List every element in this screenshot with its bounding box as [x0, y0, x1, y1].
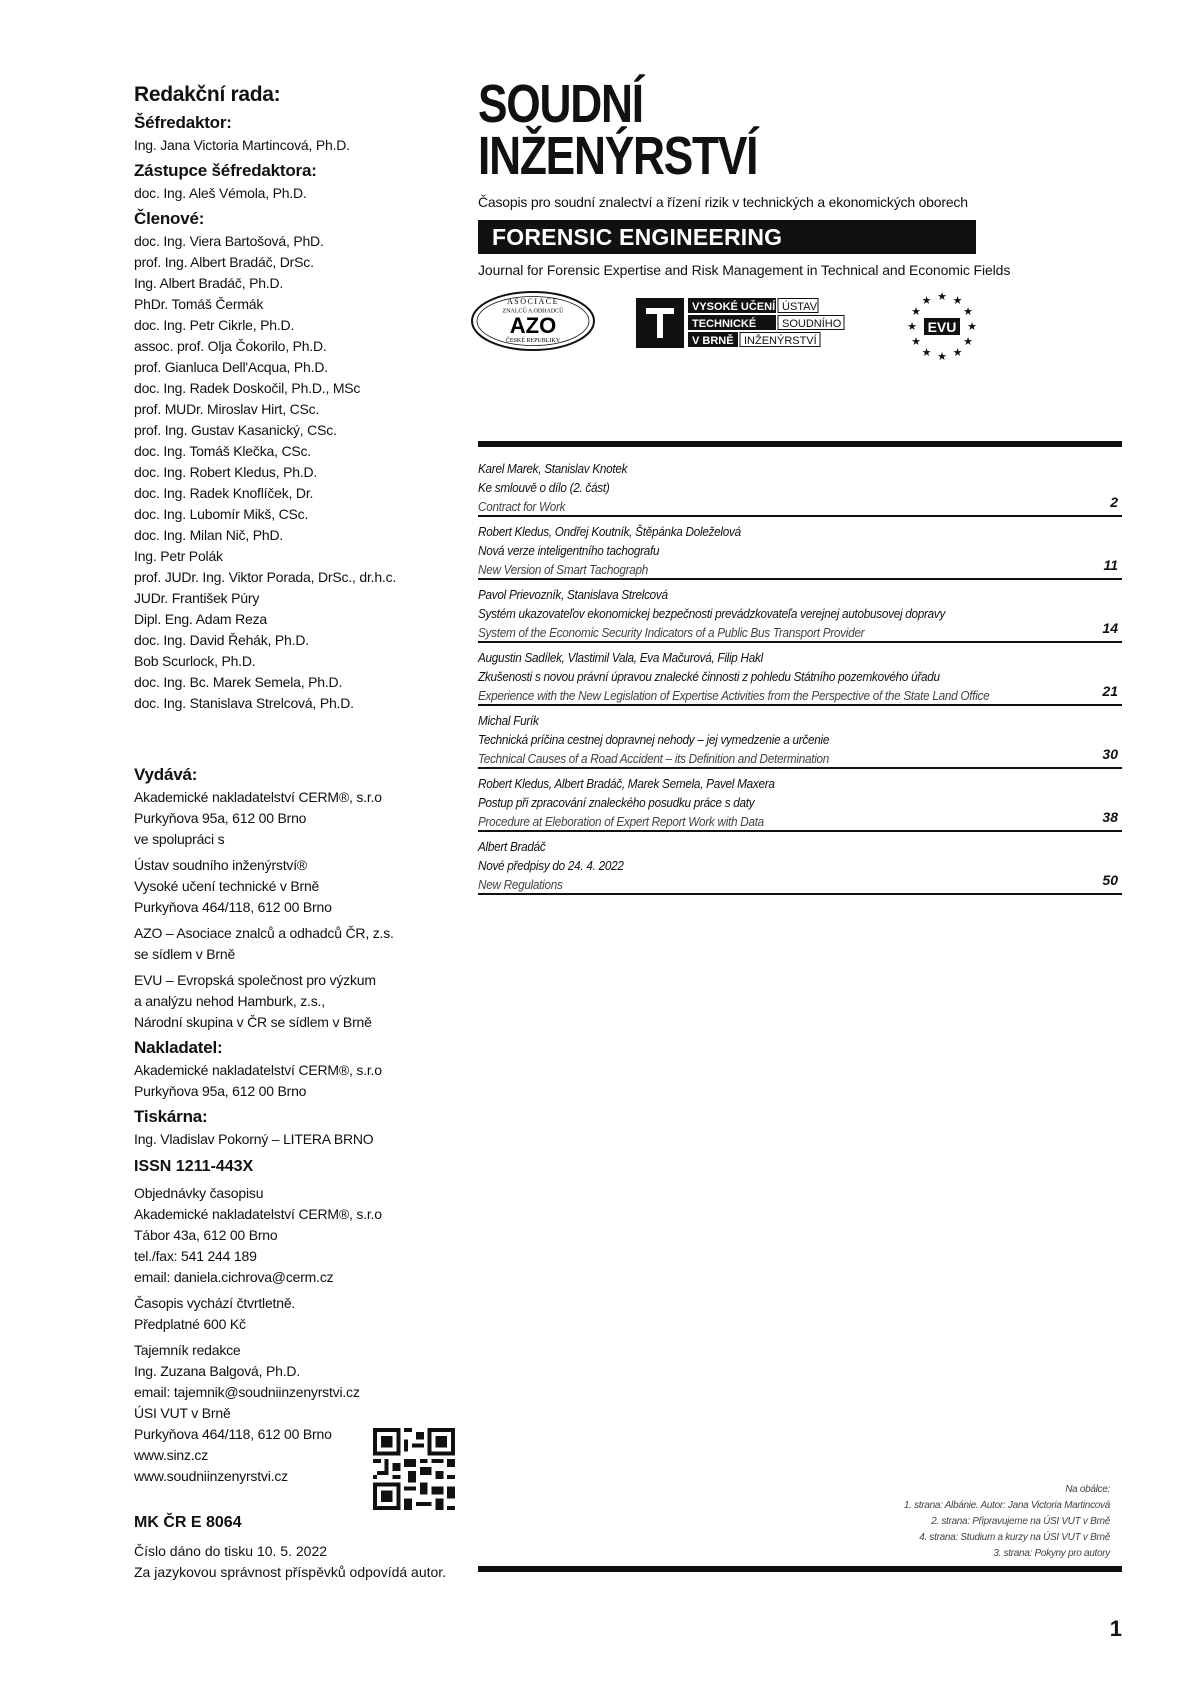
vut-r3b: INŽENÝRSTVÍ [744, 335, 817, 347]
toc-entry[interactable] [478, 773, 1122, 832]
cover-notes [904, 1482, 1110, 1562]
board-heading: Redakční rada: [134, 83, 281, 106]
member: doc. Ing. Stanislava Strelcová, Ph.D. [134, 695, 354, 711]
tiskarna-line: Ing. Vladislav Pokorný – LITERA BRNO [134, 1131, 374, 1147]
bottom-rule [478, 1566, 1122, 1572]
title-line-2: INŽENÝRSTVÍ [478, 126, 758, 186]
member: Ing. Albert Bradáč, Ph.D. [134, 275, 284, 291]
toc-entry[interactable] [478, 710, 1122, 769]
toc-title-en: System of the Economic Security Indicators of a Public Bus Transport Provider [478, 626, 865, 640]
azo-logo-big: AZO [509, 313, 557, 338]
vut-r2b: SOUDNÍHO [782, 318, 842, 330]
member: doc. Ing. Viera Bartošová, PhD. [134, 233, 324, 249]
usi-line: Vysoké učení technické v Brně [134, 878, 320, 894]
toc-title: Nová verze inteligentního tachografu [478, 544, 660, 558]
svg-text:★: ★ [952, 294, 963, 307]
page-number: 1 [1109, 1616, 1122, 1641]
banner-text: FORENSIC ENGINEERING [492, 224, 783, 250]
member: Dipl. Eng. Adam Reza [134, 611, 267, 627]
member: doc. Ing. Bc. Marek Semela, Ph.D. [134, 674, 343, 690]
chief-editor: Ing. Jana Victoria Martincová, Ph.D. [134, 137, 350, 153]
cover-label: Na obálce: [1065, 1484, 1110, 1495]
orders-line: Objednávky časopisu [134, 1185, 264, 1201]
toc-authors: Augustin Sadílek, Vlastimil Vala, Eva Mačurová, Filip Hakl [478, 651, 763, 665]
evu-logo [906, 290, 978, 362]
toc-entry[interactable] [478, 458, 1122, 517]
publisher-label: Vydává: [134, 765, 198, 784]
toc-page: 11 [1103, 557, 1118, 573]
toc-page: 38 [1102, 809, 1118, 825]
publisher-line: ve spolupráci s [134, 831, 225, 847]
toc-title: Systém ukazovateľov ekonomickej bezpečnosti prevádzkovateľa verejnej autobusovej dopravy [478, 607, 946, 621]
azo-block [134, 923, 434, 965]
member: doc. Ing. Radek Doskočil, Ph.D., MSc [134, 380, 361, 396]
svg-text:★: ★ [952, 346, 963, 359]
orders-email[interactable]: email: daniela.cichrova@cerm.cz [134, 1269, 334, 1285]
deputy-editor: doc. Ing. Aleš Vémola, Ph.D. [134, 185, 307, 201]
svg-text:★: ★ [911, 335, 921, 348]
member: JUDr. František Púry [134, 590, 260, 606]
members-list [134, 231, 434, 714]
editorial-column [134, 82, 434, 1487]
vut-r1b: ÚSTAV [782, 301, 818, 313]
svg-text:★: ★ [907, 320, 917, 333]
evu-line: Národní skupina v ČR se sídlem v Brně [134, 1014, 372, 1030]
orders-line: Tábor 43a, 612 00 Brno [134, 1227, 278, 1243]
member: prof. MUDr. Miroslav Hirt, CSc. [134, 401, 320, 417]
journal-title [478, 74, 758, 186]
evu-text: EVU [927, 319, 957, 335]
member: prof. Gianluca Dell'Acqua, Ph.D. [134, 359, 328, 375]
svg-text:★: ★ [921, 294, 932, 307]
member: doc. Ing. Radek Knoflíček, Dr. [134, 485, 314, 501]
toc-entry[interactable] [478, 647, 1122, 706]
footer-info [134, 1512, 454, 1583]
azo-logo-bottom: ČESKÉ REPUBLIKY [505, 338, 561, 344]
orders-line: Akademické nakladatelství CERM®, s.r.o [134, 1206, 382, 1222]
toc-page: 14 [1102, 620, 1118, 636]
svg-text:★: ★ [921, 346, 932, 359]
secretary-line: ÚSI VUT v Brně [134, 1405, 231, 1421]
usi-block [134, 855, 434, 918]
member: Bob Scurlock, Ph.D. [134, 653, 256, 669]
toc-page: 21 [1102, 683, 1118, 699]
member: doc. Ing. David Řehák, Ph.D. [134, 632, 309, 648]
svg-text:★: ★ [937, 290, 947, 303]
subtitle-cz: Časopis pro soudní znalectví a řízení rizik v technických a ekonomických oborech [478, 194, 968, 210]
toc-title: Zkušenosti s novou právní úpravou znalecké činnosti z pohledu Státního pozemkového úřadu [478, 670, 940, 684]
vut-r3a: V BRNĚ [692, 335, 734, 347]
nakladatel-line: Purkyňova 95a, 612 00 Brno [134, 1083, 307, 1099]
toc-title: Nové předpisy do 24. 4. 2022 [478, 859, 624, 873]
issn: ISSN 1211-443X [134, 1158, 254, 1175]
table-of-contents [478, 458, 1122, 899]
azo-logo-top: ASOCIACE [506, 297, 560, 306]
print-date: Číslo dáno do tisku 10. 5. 2022 [134, 1543, 328, 1559]
secretary-line: Ing. Zuzana Balgová, Ph.D. [134, 1363, 301, 1379]
evu-line: EVU – Evropská společnost pro výzkum [134, 972, 376, 988]
toc-authors: Pavol Prievozník, Stanislava Strelcová [478, 588, 668, 602]
frequency-block [134, 1293, 434, 1335]
toc-title-en: Technical Causes of a Road Accident – its Definition and Determination [478, 752, 830, 766]
vut-r2a: TECHNICKÉ [692, 318, 757, 330]
vut-r1a: VYSOKÉ UČENÍ [692, 301, 776, 313]
cover-line: 4. strana: Studium a kurzy na ÚSI VUT v Brně [919, 1532, 1110, 1543]
azo-logo [470, 290, 596, 352]
toc-authors: Albert Bradáč [478, 840, 546, 854]
cover-line: 2. strana: Připravujeme na ÚSI VUT v Brně [931, 1516, 1110, 1527]
svg-text:★: ★ [963, 305, 973, 318]
toc-title-en: New Regulations [478, 878, 563, 892]
forensic-engineering-banner [478, 220, 976, 254]
secretary-line: Tajemník redakce [134, 1342, 241, 1358]
toc-title-en: Contract for Work [478, 500, 566, 514]
deputy-label: Zástupce šéfredaktora: [134, 161, 317, 180]
toc-title-en: Experience with the New Legislation of Expertise Activities from the Perspective of the State Land Office [478, 689, 990, 703]
member: Ing. Petr Polák [134, 548, 223, 564]
toc-entry[interactable] [478, 584, 1122, 643]
member: assoc. prof. Olja Čokorilo, Ph.D. [134, 338, 327, 354]
usi-line: Ústav soudního inženýrství® [134, 857, 307, 873]
orders-line: tel./fax: 541 244 189 [134, 1248, 257, 1264]
cover-line: 3. strana: Pokyny pro autory [993, 1548, 1110, 1559]
member: PhDr. Tomáš Čermák [134, 296, 264, 312]
secretary-line: Purkyňova 464/118, 612 00 Brno [134, 1426, 332, 1442]
toc-page: 30 [1102, 746, 1118, 762]
tiskarna-label: Tiskárna: [134, 1107, 208, 1126]
toc-authors: Robert Kledus, Albert Bradáč, Marek Semela, Pavel Maxera [478, 777, 775, 791]
website-link[interactable]: www.soudniinzenyrstvi.cz [134, 1468, 288, 1484]
subtitle-en: Journal for Forensic Expertise and Risk Management in Technical and Economic Fields [478, 262, 1011, 278]
members-label: Členové: [134, 209, 205, 228]
chief-label: Šéfredaktor: [134, 113, 232, 132]
toc-authors: Karel Marek, Stanislav Knotek [478, 462, 628, 476]
svg-text:★: ★ [937, 350, 947, 362]
svg-text:★: ★ [911, 305, 921, 318]
website-link[interactable]: www.sinz.cz [134, 1447, 209, 1463]
usi-line: Purkyňova 464/118, 612 00 Brno [134, 899, 332, 915]
nakladatel-label: Nakladatel: [134, 1038, 223, 1057]
toc-authors: Michal Furík [478, 714, 539, 728]
nakladatel-line: Akademické nakladatelství CERM®, s.r.o [134, 1062, 382, 1078]
member: doc. Ing. Robert Kledus, Ph.D. [134, 464, 318, 480]
toc-top-rule [478, 441, 1122, 447]
subscription-price: Předplatné 600 Kč [134, 1316, 246, 1332]
azo-logo-mid: ZNALCŮ A ODHADCŮ [502, 308, 564, 315]
member: doc. Ing. Petr Cikrle, Ph.D. [134, 317, 295, 333]
toc-title-en: New Version of Smart Tachograph [478, 563, 648, 577]
azo-line: AZO – Asociace znalců a odhadců ČR, z.s. [134, 925, 394, 941]
member: doc. Ing. Tomáš Klečka, CSc. [134, 443, 312, 459]
evu-block [134, 970, 434, 1033]
toc-title: Technická príčina cestnej dopravnej nehody – jej vymedzenie a určenie [478, 733, 830, 747]
toc-page: 2 [1110, 494, 1118, 510]
title-line-1: SOUDNÍ [478, 74, 643, 134]
toc-entry[interactable] [478, 836, 1122, 895]
toc-title: Ke smlouvě o dílo (2. část) [478, 481, 610, 495]
qr-code-icon[interactable] [373, 1428, 455, 1510]
svg-text:★: ★ [963, 335, 973, 348]
toc-entry[interactable] [478, 521, 1122, 580]
toc-title: Postup při zpracování znaleckého posudku práce s daty [478, 796, 755, 810]
azo-line: se sídlem v Brně [134, 946, 236, 962]
mk-registration: MK ČR E 8064 [134, 1514, 242, 1531]
member: prof. Ing. Gustav Kasanický, CSc. [134, 422, 337, 438]
member: prof. JUDr. Ing. Viktor Porada, DrSc., dr.h.c. [134, 569, 397, 585]
toc-page: 50 [1102, 872, 1118, 888]
publisher-line: Purkyňova 95a, 612 00 Brno [134, 810, 307, 826]
member: doc. Ing. Milan Nič, PhD. [134, 527, 284, 543]
toc-title-en: Procedure at Eleboration of Expert Report Work with Data [478, 815, 764, 829]
svg-text:★: ★ [967, 320, 977, 333]
orders-block [134, 1183, 434, 1288]
cover-line: 1. strana: Albánie. Autor: Jana Victoria Martincová [903, 1500, 1110, 1511]
publisher-line: Akademické nakladatelství CERM®, s.r.o [134, 789, 382, 805]
vut-logo [636, 296, 846, 350]
evu-line: a analýzu nehod Hamburk, z.s., [134, 993, 325, 1009]
toc-authors: Robert Kledus, Ondřej Koutník, Štěpánka Doleželová [478, 525, 741, 539]
frequency-line: Časopis vychází čtvrtletně. [134, 1295, 296, 1311]
secretary-email[interactable]: email: tajemnik@soudniinzenyrstvi.cz [134, 1384, 360, 1400]
member: doc. Ing. Lubomír Mikš, CSc. [134, 506, 309, 522]
member: prof. Ing. Albert Bradáč, DrSc. [134, 254, 314, 270]
disclaimer: Za jazykovou správnost příspěvků odpovídá autor. [134, 1564, 447, 1580]
